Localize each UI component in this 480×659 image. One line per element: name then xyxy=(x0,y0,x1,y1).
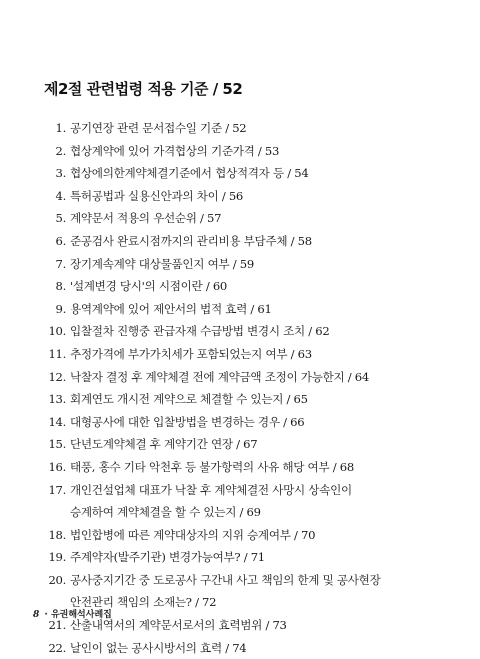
toc-entry-text xyxy=(70,343,312,366)
toc-entry-line: 협상계약에 있어 가격협상의 기준가격 / 53 xyxy=(70,143,280,158)
toc-entry-number: 4. xyxy=(55,188,66,203)
toc-entry-line: 낙찰자 결정 후 계약체결 전에 계약금액 조정이 가능한지 / 64 xyxy=(70,369,369,384)
footer-separator: · xyxy=(44,610,48,620)
toc-entry-text xyxy=(70,275,227,298)
toc-entry-line: 개인건설업체 대표가 낙찰 후 계약체결전 사망시 상속인이 xyxy=(70,482,352,497)
toc-entry-text xyxy=(70,162,308,185)
toc-entry-number: 12. xyxy=(48,369,66,384)
toc-entry-line: 주계약자(발주기관) 변경가능여부? / 71 xyxy=(70,550,265,565)
toc-entry xyxy=(40,366,450,389)
toc-entry xyxy=(40,162,450,185)
toc-entry xyxy=(40,320,450,343)
toc-entry-text xyxy=(70,388,308,411)
toc-entry-text xyxy=(70,411,304,434)
toc-entry-text xyxy=(70,546,265,569)
toc-entry-text xyxy=(70,569,380,614)
toc-entry-line: 준공검사 완료시점까지의 관리비용 부담주체 / 58 xyxy=(70,233,312,248)
toc-entry-line: 산출내역서의 계약문서로서의 효력범위 / 73 xyxy=(70,618,287,633)
toc-entry xyxy=(40,230,450,253)
page-footer xyxy=(33,607,112,620)
toc-entry-number: 20. xyxy=(48,572,66,587)
toc-entry-line: 회계연도 개시전 계약으로 체결할 수 있는지 / 65 xyxy=(70,392,308,407)
toc-entry-number: 22. xyxy=(48,640,66,655)
toc-entry-line: 단년도계약체결 후 계약기간 연장 / 67 xyxy=(70,437,258,452)
section-heading: 제2절 관련법령 적용 기준 / 52 xyxy=(44,80,243,98)
toc-entry-number: 8. xyxy=(55,279,66,294)
toc-entry-text xyxy=(70,230,312,253)
toc-entry-number: 9. xyxy=(55,301,66,316)
toc-entry-text xyxy=(70,524,315,547)
toc-entry-line: '설계변경 당시'의 시점이란 / 60 xyxy=(70,279,227,294)
toc-entry xyxy=(40,185,450,208)
toc-entry-line: 특허공법과 실용신안과의 차이 / 56 xyxy=(70,188,243,203)
toc-entry-line: 법인합병에 따른 계약대상자의 지위 승계여부 / 70 xyxy=(70,527,316,542)
toc-entry xyxy=(40,117,450,140)
toc-entry-number: 5. xyxy=(55,211,66,226)
toc-entry-line: 용역계약에 있어 제안서의 법적 효력 / 61 xyxy=(70,301,272,316)
toc-entry-line: 대형공사에 대한 입찰방법을 변경하는 경우 / 66 xyxy=(70,414,305,429)
toc-entry-text xyxy=(70,456,354,479)
toc-entry-line: 승계하여 계약체결을 할 수 있는지 / 69 xyxy=(70,505,261,520)
toc-entry-number: 19. xyxy=(48,550,66,565)
toc-entry-number: 6. xyxy=(55,233,66,248)
toc-entry-text xyxy=(70,298,272,321)
toc-entry-text xyxy=(70,637,246,659)
toc-entry-line: 장기계속계약 대상물품인지 여부 / 59 xyxy=(70,256,254,271)
toc-entry-number: 18. xyxy=(48,527,66,542)
toc-entry xyxy=(40,298,450,321)
toc-entry xyxy=(40,388,450,411)
toc-entry-number: 3. xyxy=(55,166,66,181)
toc-entry-number: 14. xyxy=(48,414,66,429)
toc-entry-text xyxy=(70,185,243,208)
toc-entry-text xyxy=(70,117,246,140)
toc-entry xyxy=(40,253,450,276)
toc-entry xyxy=(40,207,450,230)
toc-entry xyxy=(40,140,450,163)
toc-entry-number: 1. xyxy=(55,121,66,135)
toc-entry xyxy=(40,456,450,479)
page-number: 8 xyxy=(33,610,40,620)
toc-entry-text xyxy=(70,140,279,163)
toc-entry xyxy=(40,411,450,434)
toc-entry-line: 공기연장 관련 문서접수일 기준 / 52 xyxy=(70,121,247,135)
toc-entry-number: 16. xyxy=(48,459,66,474)
toc-entry-line: 태풍, 홍수 기타 악천후 등 불가항력의 사유 해당 여부 / 68 xyxy=(70,459,354,474)
toc-entry-text xyxy=(70,433,257,456)
toc-entry-text xyxy=(70,253,254,276)
toc-entry-number: 2. xyxy=(55,143,66,158)
toc-entry-line: 공사중지기간 중 도로공사 구간내 사고 책임의 한계 및 공사현장 xyxy=(70,572,381,587)
toc-entry-line: 계약문서 적용의 우선순위 / 57 xyxy=(70,211,222,226)
toc-entry-line: 날인이 없는 공사시방서의 효력 / 74 xyxy=(70,640,247,655)
book-title: 유권해석사례집 xyxy=(50,610,112,620)
toc-entry-text xyxy=(70,320,329,343)
toc-entry-number: 21. xyxy=(48,618,66,633)
toc-entry-number: 11. xyxy=(48,346,66,361)
toc-entry-line: 협상에의한계약체결기준에서 협상적격자 등 / 54 xyxy=(70,166,309,181)
toc-entry-number: 7. xyxy=(55,256,66,271)
toc-entry-number: 15. xyxy=(48,437,66,452)
toc-entry xyxy=(40,433,450,456)
toc-entry xyxy=(40,524,450,547)
toc-entry-line: 추정가격에 부가가치세가 포함되었는지 여부 / 63 xyxy=(70,346,312,361)
toc-entry xyxy=(40,275,450,298)
toc-entry-line: 안전관리 책임의 소재는? / 72 xyxy=(70,595,217,610)
toc-entry xyxy=(40,546,450,569)
toc-entry-number: 10. xyxy=(48,324,66,339)
toc-entry-text xyxy=(70,366,369,389)
toc-entry-text xyxy=(70,479,352,524)
toc-entry xyxy=(40,479,450,524)
toc-entry-number: 17. xyxy=(48,482,66,497)
table-of-contents xyxy=(40,117,450,659)
toc-entry-number: 13. xyxy=(48,392,66,407)
toc-entry-text xyxy=(70,207,221,230)
toc-entry-line: 입찰절차 진행중 관급자재 수급방법 변경시 조치 / 62 xyxy=(70,324,330,339)
toc-entry xyxy=(40,343,450,366)
toc-entry xyxy=(40,637,450,659)
